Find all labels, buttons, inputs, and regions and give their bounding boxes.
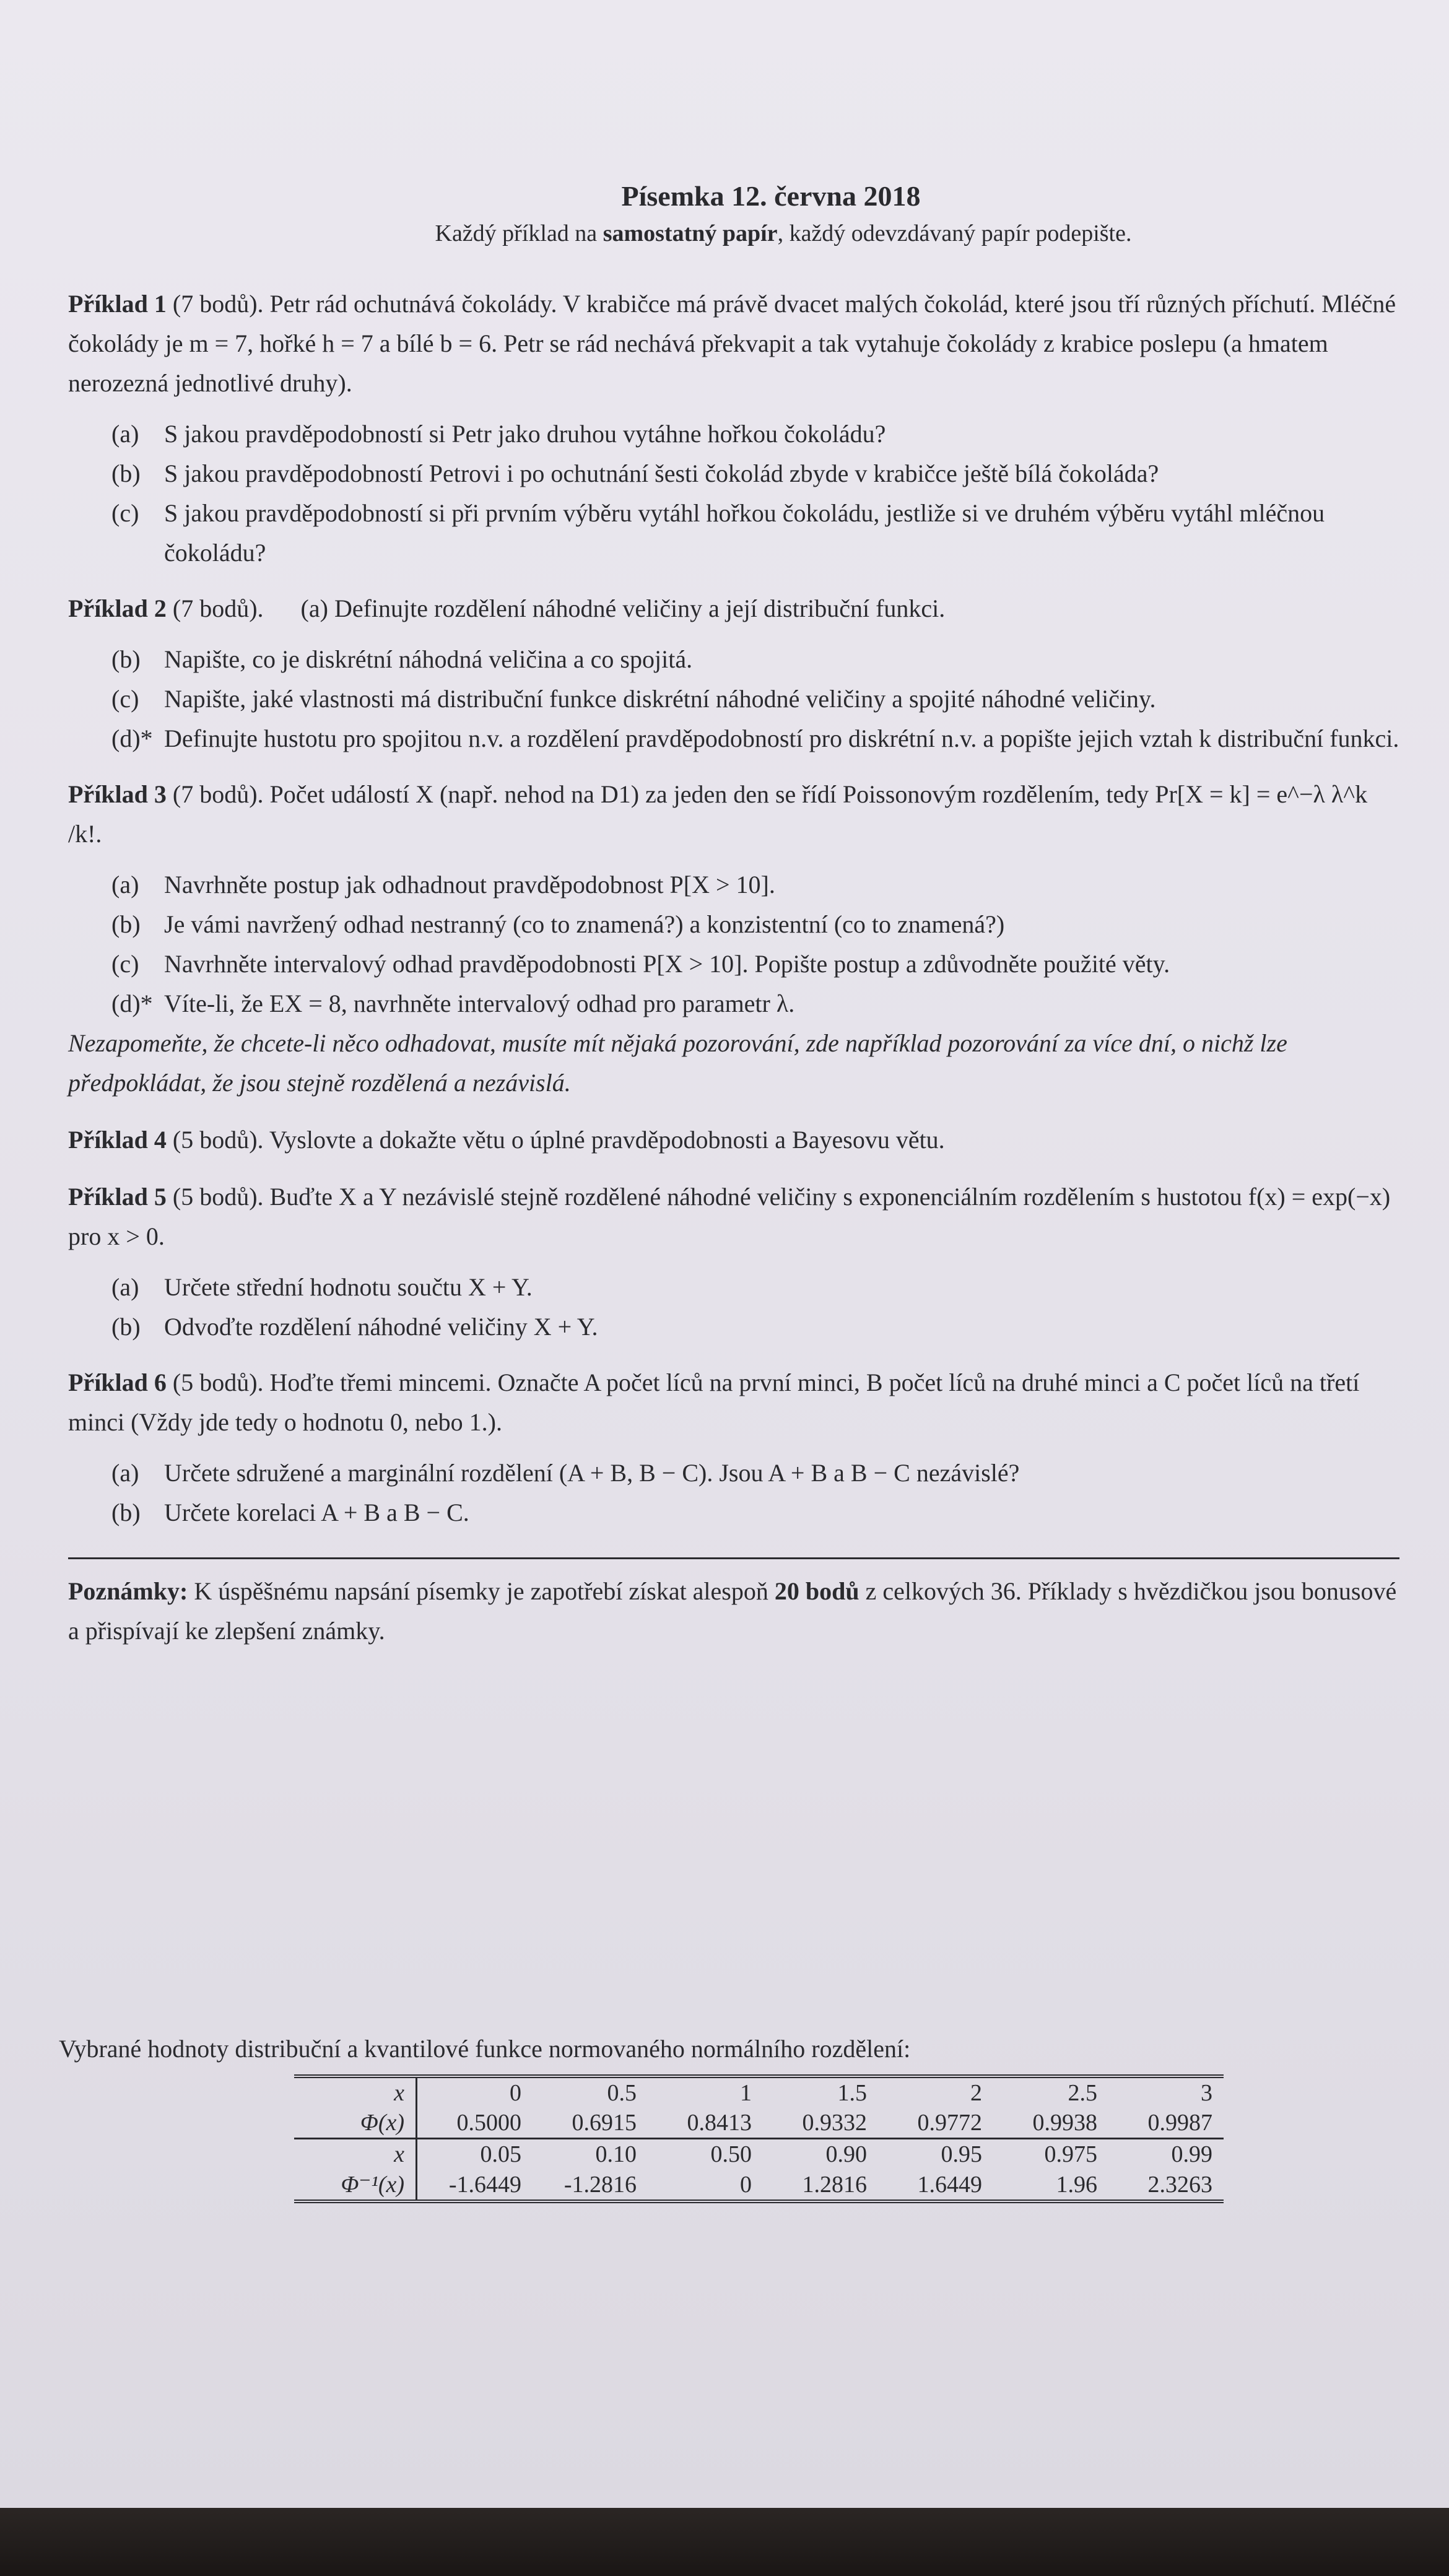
item-text: Víte-li, že EX = 8, navrhněte intervalový odhad pro parametr λ. [164,990,795,1017]
table-cell: 0.5 [607,2080,637,2106]
list-item [68,414,1399,454]
item-label: (b) [111,459,141,487]
item-label: (d)* [111,990,153,1017]
table-cell: 0.05 [417,2139,533,2170]
normal-distribution-table [294,2074,1224,2203]
subtitle-post: , každý odevzdávaný papír podepište. [777,220,1132,246]
problem-text: (7 bodů). Petr rád ochutnává čokolády. V krabičce má právě dvacet malých čokolád, které jsou tří různých příchutí. Mléčné čokolády je m = 7, hořké h = 7 a bílé b = 6. Petr se rád nechává překvapit a tak vytahuje čokolády z krabice poslepu (a hmatem nerozezná jednotlivé druhy). [68,290,1396,397]
problem-text: (7 bodů). Počet událostí X (např. nehod na D1) za jeden den se řídí Poissonovým rozdělením, tedy Pr[X = k] = e^−λ λ^k /k!. [68,780,1368,848]
list-item [68,865,1399,905]
item-label: (b) [111,1313,141,1341]
item-text: Je vámi navržený odhad nestranný (co to znamená?) a konzistentní (co to znamená?) [164,910,1005,938]
problem-heading: Příklad 6 [68,1368,167,1396]
notes-heading: Poznámky: [68,1577,188,1605]
subtitle-bold: samostatný papír [603,220,778,246]
list-item [68,1307,1399,1347]
table-cell: 0.50 [648,2139,763,2170]
list-item [68,1453,1399,1493]
list-item [68,905,1399,944]
horizontal-rule [68,1557,1399,1559]
table-caption: Vybrané hodnoty distribuční a kvantilové funkce normovaného normálního rozdělení: [59,2035,911,2063]
problem-text: (5 bodů). Vyslovte a dokažte větu o úplné pravděpodobnosti a Bayesovu větu. [166,1126,945,1154]
background-surface [0,2508,1449,2576]
problem-5 [68,1177,1399,1256]
item-text: Určete korelaci A + B a B − C. [164,1499,469,1526]
list-item [68,494,1399,573]
table-cell: 0.8413 [687,2110,752,2136]
problem-3-note: Nezapomeňte, že chcete-li něco odhadovat, musíte mít nějaká pozorování, zde například pozorování za více dní, o nichž lze předpokládat, že jsou stejně rozdělená a nezávislá. [68,1029,1287,1097]
table-cell: 1 [740,2080,752,2106]
table-cell: 0.9772 [917,2110,982,2136]
table-cell: 2 [970,2080,982,2106]
list-item [68,679,1399,719]
notes-pre: K úspěšnému napsání písemky je zapotřebí získat alespoň [188,1577,775,1605]
table-cell: 1.2816 [802,2171,867,2198]
table-cell: 1.5 [837,2080,867,2106]
problem-1 [68,284,1399,403]
item-label: (a) [111,420,139,448]
table-cell: 0.5000 [456,2110,521,2136]
notes-bold: 20 bodů [774,1577,859,1605]
problem-6 [68,1363,1399,1442]
item-label: (c) [111,685,139,713]
problem-6-items [68,1453,1399,1533]
exam-content [68,180,1399,1651]
item-text: Určete sdružené a marginální rozdělení (A + B, B − C). Jsou A + B a B − C nezávislé? [164,1459,1020,1487]
item-text: Napište, jaké vlastnosti má distribuční funkce diskrétní náhodné veličiny a spojité náhodné veličiny. [164,685,1156,713]
table-row-header: x [294,2139,417,2170]
table-row [294,2076,1224,2108]
table-cell: 1.96 [1056,2171,1097,2198]
table-cell: 0.99 [1108,2139,1224,2170]
item-label: (a) [111,1273,139,1301]
item-label: (a) [111,871,139,899]
problem-heading: Příklad 2 [68,594,167,622]
table-cell: 0 [740,2171,752,2198]
item-text: S jakou pravděpodobností si při prvním výběru vytáhl hořkou čokoládu, jestliže si ve druhém výběru vytáhl mléčnou čokoládu? [164,499,1325,567]
table-cell: 0.975 [993,2139,1108,2170]
item-label: (b) [111,645,141,673]
problem-heading: Příklad 1 [68,290,167,318]
problem-heading: Příklad 4 [68,1126,167,1154]
table-row-header: x [294,2076,417,2108]
table-cell: 3 [1201,2080,1212,2106]
table-cell: 0.90 [763,2139,878,2170]
table-cell: 0.6915 [572,2110,637,2136]
list-item [68,984,1399,1024]
problem-text: (5 bodů). Hoďte třemi mincemi. Označte A počet líců na první minci, B počet líců na druhé minci a C počet líců na třetí minci (Vždy jde tedy o hodnotu 0, nebo 1.). [68,1368,1360,1436]
table-row-header: Φ(x) [294,2108,417,2139]
problem-text: (7 bodů). (a) Definujte rozdělení náhodné veličiny a její distribuční funkci. [166,594,946,622]
problem-heading: Příklad 5 [68,1183,167,1211]
item-text: S jakou pravděpodobností Petrovi i po ochutnání šesti čokolád zbyde v krabičce ještě bílá čokoláda? [164,459,1159,487]
item-text: Definujte hustotu pro spojitou n.v. a rozdělení pravděpodobností pro diskrétní n.v. a popište jejich vztah k distribuční funkci. [164,724,1399,752]
table-cell: 1.6449 [917,2171,982,2198]
problem-3 [68,775,1399,854]
item-label: (d)* [111,724,153,752]
item-label: (c) [111,950,139,978]
table-row [294,2108,1224,2139]
list-item [68,944,1399,984]
subtitle-pre: Každý příklad na [435,220,603,246]
item-text: Navrhněte intervalový odhad pravděpodobnosti P[X > 10]. Popište postup a zdůvodněte použité věty. [164,950,1170,978]
list-item [68,454,1399,494]
item-label: (c) [111,499,139,527]
item-text: S jakou pravděpodobností si Petr jako druhou vytáhne hořkou čokoládu? [164,420,886,448]
table-cell: 0.9987 [1147,2110,1212,2136]
item-label: (a) [111,1459,139,1487]
problem-5-items [68,1268,1399,1347]
problem-3-items [68,865,1399,1024]
notes-paragraph [68,1572,1399,1651]
item-label: (b) [111,910,141,938]
table-row [294,2139,1224,2170]
table-row-header: Φ⁻¹(x) [294,2169,417,2201]
table-cell: 2.3263 [1147,2171,1212,2198]
table-cell: 0.10 [533,2139,648,2170]
problem-2-items [68,640,1399,759]
table-cell: 0.9938 [1032,2110,1097,2136]
item-label: (b) [111,1499,141,1526]
table-row [294,2169,1224,2201]
item-text: Navrhněte postup jak odhadnout pravděpodobnost P[X > 10]. [164,871,775,899]
exam-subtitle [167,220,1399,247]
list-item [68,1493,1399,1533]
problem-heading: Příklad 3 [68,780,167,808]
table-cell: -1.6449 [448,2171,521,2198]
item-text: Odvoďte rozdělení náhodné veličiny X + Y. [164,1313,598,1341]
list-item [68,640,1399,679]
table-cell: 0.9332 [802,2110,867,2136]
list-item [68,1268,1399,1307]
item-text: Určete střední hodnotu součtu X + Y. [164,1273,533,1301]
table-cell: -1.2816 [564,2171,637,2198]
exam-title: Písemka 12. června 2018 [621,180,921,212]
table-cell: 0.95 [878,2139,993,2170]
table-cell: 0 [510,2080,521,2106]
problem-2 [68,589,1399,629]
notes-post: z celkových 36. Příklady s hvězdičkou jsou bonusové a přispívají ke zlepšení známky. [68,1577,1397,1645]
list-item [68,719,1399,759]
problem-1-items [68,414,1399,573]
problem-4 [68,1120,1399,1160]
problem-text: (5 bodů). Buďte X a Y nezávislé stejně rozdělené náhodné veličiny s exponenciálním rozdělením s hustotou f(x) = exp(−x) pro x > 0. [68,1183,1391,1250]
item-text: Napište, co je diskrétní náhodná veličina a co spojitá. [164,645,693,673]
table-cell: 2.5 [1068,2080,1097,2106]
